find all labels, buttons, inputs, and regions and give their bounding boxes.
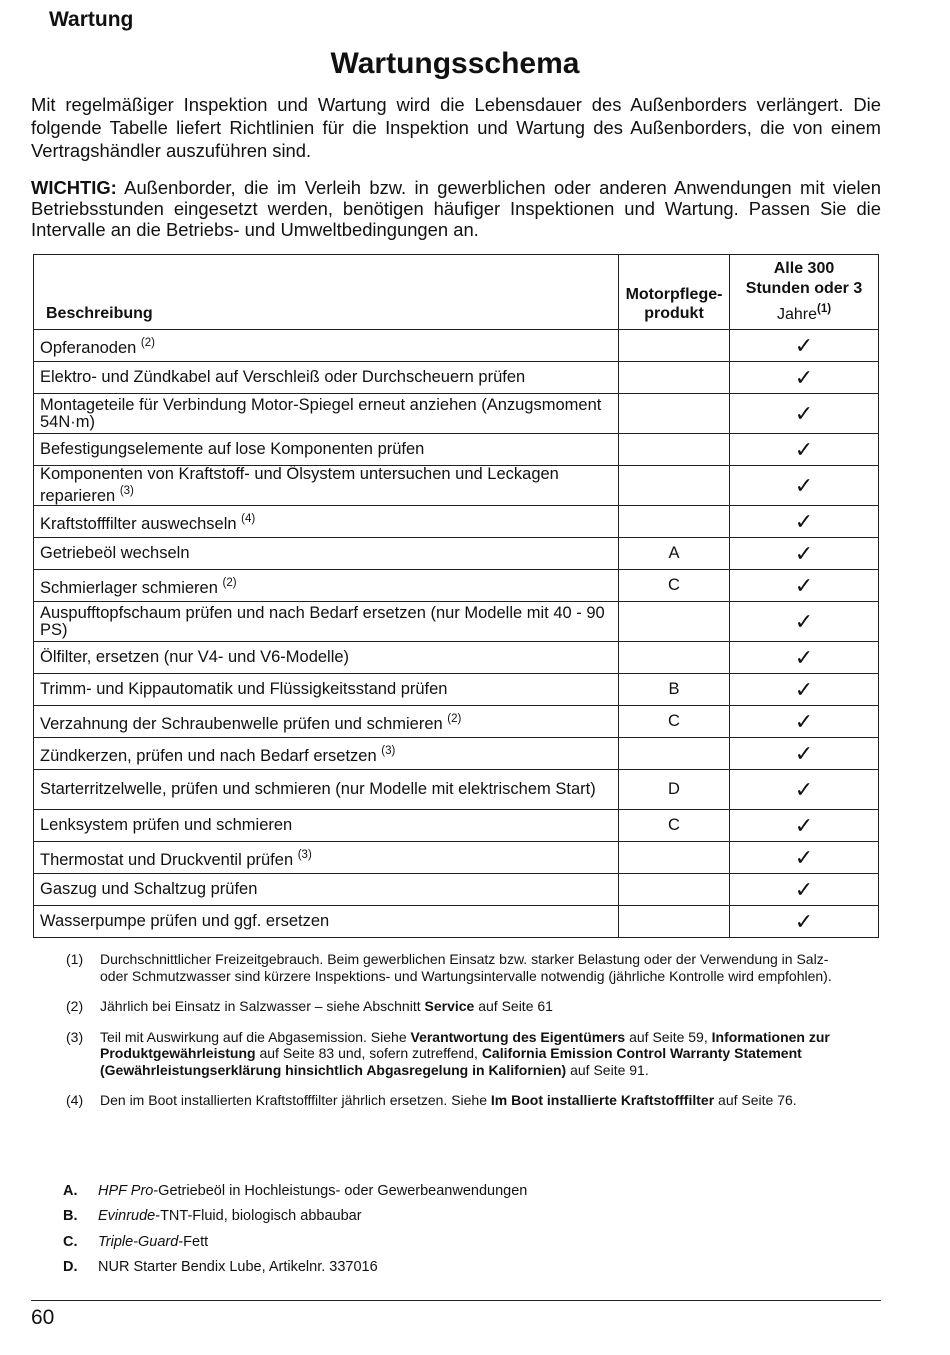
- footnote-text: [100, 998, 846, 1015]
- footnote: [66, 951, 846, 984]
- product-brand: Triple-Guard: [98, 1233, 179, 1250]
- footnote-segment: auf Seite 76.: [714, 1092, 797, 1108]
- product-description: [98, 1259, 378, 1275]
- task-text: Starterritzelwelle, prüfen und schmieren (nur Modelle mit elektrischem Start): [40, 780, 596, 798]
- product-text: -Getriebeöl in Hochleistungs- oder Gewerbeanwendungen: [153, 1182, 528, 1199]
- product-text: -TNT-Fluid, biologisch abbaubar: [155, 1208, 362, 1225]
- table-row: [34, 906, 879, 938]
- footnote-segment: auf Seite 61: [474, 998, 553, 1014]
- care-product-code: [619, 738, 730, 770]
- product-brand: HPF Pro: [98, 1182, 154, 1199]
- footnote-number: (3): [66, 1028, 84, 1045]
- task-description: [34, 506, 619, 538]
- maintenance-schedule-table: [33, 254, 879, 938]
- footnote-reference: Service: [424, 998, 475, 1014]
- product-description: [98, 1234, 208, 1250]
- task-text: Montageteile für Verbindung Motor-Spiegel erneut anziehen (Anzugsmoment 54N·m): [40, 395, 602, 431]
- task-description: [34, 434, 619, 466]
- check-mark-icon: ✓: [730, 362, 879, 394]
- footnote-segment: auf Seite 83 und, sofern zutreffend,: [255, 1045, 482, 1061]
- footnote-segment: auf Seite 59,: [625, 1028, 712, 1045]
- care-product-code: D: [619, 770, 730, 810]
- column-header-description: Beschreibung: [34, 255, 619, 330]
- column-header-product: [619, 255, 730, 330]
- important-note: [31, 177, 881, 240]
- product-brand: Evinrude: [98, 1208, 156, 1225]
- footnote-ref: (3): [297, 848, 312, 861]
- footnote-text: [100, 1092, 846, 1109]
- table-row: [34, 466, 879, 506]
- table-row: [34, 770, 879, 810]
- care-product-code: [619, 394, 730, 434]
- table-row: [34, 642, 879, 674]
- check-mark-icon: ✓: [730, 906, 879, 938]
- task-description: [34, 674, 619, 706]
- check-mark-icon: ✓: [730, 330, 879, 362]
- care-product-code: [619, 434, 730, 466]
- footnote: [66, 998, 846, 1015]
- task-description: [34, 738, 619, 770]
- footnote-ref: (3): [381, 744, 396, 757]
- check-mark-icon: ✓: [730, 842, 879, 874]
- footnote-segment: auf Seite 91.: [566, 1061, 649, 1078]
- care-product-code: [619, 642, 730, 674]
- table-row: [34, 706, 879, 738]
- check-mark-icon: ✓: [730, 394, 879, 434]
- page-number: 60: [31, 1306, 55, 1329]
- column-header-interval-line1: Alle 300: [773, 260, 835, 277]
- table-header-row: [34, 255, 879, 330]
- task-text: Ölfilter, ersetzen (nur V4- und V6-Modelle): [40, 648, 350, 666]
- table-row: [34, 434, 879, 466]
- table-row: [34, 362, 879, 394]
- check-mark-icon: ✓: [730, 506, 879, 538]
- product-legend-item: [63, 1178, 527, 1204]
- task-description: [34, 394, 619, 434]
- task-text: Wasserpumpe prüfen und ggf. ersetzen: [40, 912, 330, 930]
- product-legend-item: [63, 1204, 527, 1230]
- task-text: Gaszug und Schaltzug prüfen: [40, 880, 258, 898]
- product-description: [98, 1208, 362, 1224]
- footnote: [66, 1092, 846, 1109]
- footnote-segment: Den im Boot installierten Kraftstofffilter jährlich ersetzen. Siehe: [100, 1092, 491, 1108]
- footer-divider: [31, 1300, 881, 1301]
- footnote-reference: Informationen zur Produktgewährleistung: [100, 1028, 830, 1061]
- product-text: -Fett: [178, 1233, 209, 1250]
- task-description: [34, 810, 619, 842]
- product-letter: B.: [63, 1208, 78, 1225]
- care-product-code: C: [619, 570, 730, 602]
- table-row: [34, 506, 879, 538]
- task-text: Kraftstofffilter auswechseln: [40, 514, 237, 533]
- table-row: [34, 674, 879, 706]
- column-header-interval: [730, 255, 879, 330]
- care-product-code: [619, 362, 730, 394]
- task-text: Thermostat und Druckventil prüfen: [40, 850, 294, 869]
- check-mark-icon: ✓: [730, 602, 879, 642]
- footnote-number: (4): [66, 1092, 84, 1108]
- footnote-ref: (2): [140, 336, 155, 349]
- task-text: Verzahnung der Schraubenwelle prüfen und schmieren: [40, 714, 443, 733]
- check-mark-icon: ✓: [730, 570, 879, 602]
- check-mark-icon: ✓: [730, 642, 879, 674]
- section-header: Wartung: [49, 8, 134, 31]
- footnote-ref: (2): [222, 576, 237, 589]
- product-letter: A.: [63, 1182, 78, 1199]
- product-legend: [63, 1178, 527, 1280]
- check-mark-icon: ✓: [730, 538, 879, 570]
- task-text: Komponenten von Kraftstoff- und Ölsystem untersuchen und Leckagen reparieren: [40, 465, 559, 505]
- task-description: [34, 842, 619, 874]
- check-mark-icon: ✓: [730, 770, 879, 810]
- column-header-interval-line3: Jahre: [776, 306, 817, 323]
- check-mark-icon: ✓: [730, 738, 879, 770]
- product-description: [98, 1183, 527, 1199]
- column-header-product-line2: produkt: [644, 305, 704, 322]
- footnote: [66, 1029, 846, 1079]
- table-row: [34, 874, 879, 906]
- task-text: Opferanoden: [40, 338, 137, 357]
- task-description: [34, 330, 619, 362]
- care-product-code: [619, 466, 730, 506]
- product-legend-item: [63, 1255, 527, 1281]
- footnote-text: [100, 951, 846, 984]
- check-mark-icon: ✓: [730, 810, 879, 842]
- table-row: [34, 538, 879, 570]
- table-body: [34, 330, 879, 938]
- product-letter: C.: [63, 1233, 78, 1250]
- check-mark-icon: ✓: [730, 434, 879, 466]
- task-text: Auspufftopfschaum prüfen und nach Bedarf ersetzen (nur Modelle mit 40 - 90 PS): [40, 603, 605, 639]
- care-product-code: [619, 906, 730, 938]
- footnote-reference: Verantwortung des Eigentümers: [410, 1028, 626, 1045]
- care-product-code: [619, 874, 730, 906]
- product-letter: D.: [63, 1259, 78, 1276]
- task-description: [34, 706, 619, 738]
- check-mark-icon: ✓: [730, 874, 879, 906]
- task-text: Elektro- und Zündkabel auf Verschleiß oder Durchscheuern prüfen: [40, 368, 526, 386]
- product-text: NUR Starter Bendix Lube, Artikelnr. 337016: [98, 1259, 378, 1276]
- table-row: [34, 738, 879, 770]
- care-product-code: A: [619, 538, 730, 570]
- table-row: [34, 330, 879, 362]
- care-product-code: [619, 506, 730, 538]
- check-mark-icon: ✓: [730, 466, 879, 506]
- care-product-code: [619, 330, 730, 362]
- column-header-interval-note: (1): [816, 303, 832, 315]
- task-text: Trimm- und Kippautomatik und Flüssigkeitsstand prüfen: [40, 680, 448, 698]
- important-label: WICHTIG:: [31, 177, 117, 198]
- task-description: [34, 538, 619, 570]
- footnote-reference: Im Boot installierte Kraftstofffilter: [490, 1092, 715, 1108]
- product-legend-item: [63, 1229, 527, 1255]
- footnote-ref: (2): [447, 712, 462, 725]
- table-row: [34, 570, 879, 602]
- page-title: Wartungsschema: [330, 47, 580, 80]
- task-description: [34, 466, 619, 506]
- footnote-ref: (3): [119, 485, 134, 497]
- footnote-segment: Jährlich bei Einsatz in Salzwasser – siehe Abschnitt: [100, 998, 425, 1014]
- task-description: [34, 770, 619, 810]
- column-header-interval-line2: Stunden oder 3: [745, 280, 863, 297]
- care-product-code: [619, 602, 730, 642]
- footnote-number: (1): [66, 951, 84, 967]
- task-description: [34, 362, 619, 394]
- task-text: Zündkerzen, prüfen und nach Bedarf ersetzen: [40, 746, 377, 765]
- task-description: [34, 906, 619, 938]
- table-row: [34, 602, 879, 642]
- care-product-code: C: [619, 706, 730, 738]
- footnote-number: (2): [66, 998, 84, 1014]
- table-row: [34, 394, 879, 434]
- footnote-segment: Durchschnittlicher Freizeitgebrauch. Beim gewerblichen Einsatz bzw. starker Belastung oder der Verwendung in Salz- oder Schmutzwasser sind kürzere Inspektions- und Wartungsintervalle notwendig (jährliche Kontrolle wird empfohlen).: [100, 951, 832, 984]
- task-text: Lenksystem prüfen und schmieren: [40, 816, 293, 834]
- column-header-product-line1: Motorpflege-: [625, 286, 723, 303]
- footnotes: [66, 951, 846, 1123]
- task-description: [34, 570, 619, 602]
- important-text: Außenborder, die im Verleih bzw. in gewerblichen oder anderen Anwendungen mit vielen Betriebsstunden eingesetzt werden, benötigen häufiger Inspektionen und Wartung. Passen Sie die Intervalle an die Betriebs- und Umweltbedingungen an.: [31, 177, 881, 240]
- task-text: Schmierlager schmieren: [40, 578, 218, 597]
- task-text: Getriebeöl wechseln: [40, 544, 190, 562]
- care-product-code: B: [619, 674, 730, 706]
- task-description: [34, 874, 619, 906]
- footnote-segment: Teil mit Auswirkung auf die Abgasemission. Siehe: [100, 1028, 411, 1045]
- task-description: [34, 602, 619, 642]
- check-mark-icon: ✓: [730, 706, 879, 738]
- footnote-ref: (4): [241, 512, 256, 525]
- table-row: [34, 842, 879, 874]
- care-product-code: C: [619, 810, 730, 842]
- care-product-code: [619, 842, 730, 874]
- footnote-reference: California Emission Control Warranty Statement (Gewährleistungserklärung hinsichtlich Abgasregelung in Kalifornien): [100, 1045, 802, 1078]
- footnote-text: [100, 1029, 846, 1079]
- check-mark-icon: ✓: [730, 674, 879, 706]
- table-row: [34, 810, 879, 842]
- task-description: [34, 642, 619, 674]
- task-text: Befestigungselemente auf lose Komponenten prüfen: [40, 440, 425, 458]
- intro-paragraph: Mit regelmäßiger Inspektion und Wartung wird die Lebensdauer des Außenborders verlängert. Die folgende Tabelle liefert Richtlinien für die Inspektion und Wartung des Außenborders, die von einem Vertragshändler auszuführen sind.: [31, 94, 881, 161]
